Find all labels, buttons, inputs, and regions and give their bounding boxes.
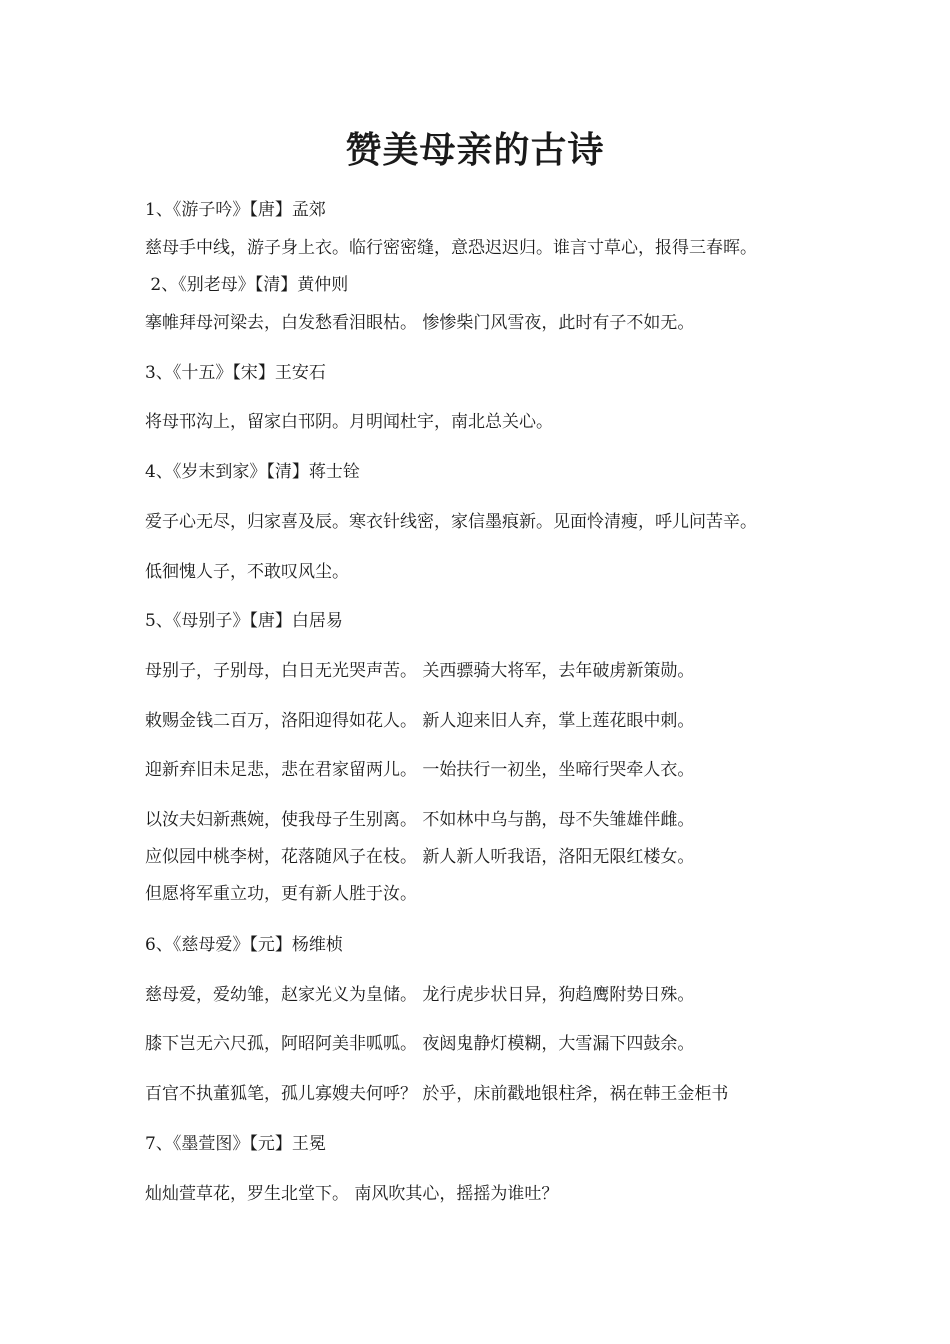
poem-6-line-2: 膝下岂无六尺孤，阿昭阿美非呱呱。 夜闼鬼静灯模糊，大雪漏下四鼓余。: [145, 1034, 695, 1054]
poem-5-line-1: 母别子，子别母，白日无光哭声苦。 关西骠骑大将军，去年破虏新策勋。: [145, 661, 695, 681]
poem-heading-6: 6、《慈母爱》【元】杨维桢: [145, 935, 343, 955]
poem-2-line-1: 搴帷拜母河梁去，白发愁看泪眼枯。 惨惨柴门风雪夜，此时有子不如无。: [145, 313, 695, 333]
poem-5-line-5: 应似园中桃李树，花落随风子在枝。 新人新人听我语，洛阳无限红楼女。: [145, 847, 695, 867]
poem-heading-2: 2、《别老母》【清】黄仲则: [145, 275, 349, 295]
poem-5-line-4: 以汝夫妇新燕婉，使我母子生别离。 不如林中乌与鹊，母不失雏雄伴雌。: [145, 810, 695, 830]
poem-5-line-6: 但愿将军重立功，更有新人胜于汝。: [145, 884, 417, 904]
poem-heading-1: 1、《游子吟》【唐】孟郊: [145, 200, 326, 220]
poem-5-line-2: 敕赐金钱二百万，洛阳迎得如花人。 新人迎来旧人弃，掌上莲花眼中刺。: [145, 711, 695, 731]
poem-heading-3: 3、《十五》【宋】王安石: [145, 363, 326, 383]
poem-heading-5: 5、《母别子》【唐】白居易: [145, 611, 343, 631]
poem-heading-4: 4、《岁末到家》【清】蒋士铨: [145, 462, 360, 482]
page-title: 赞美母亲的古诗: [345, 130, 605, 171]
poem-heading-7: 7、《墨萱图》【元】王冕: [145, 1134, 326, 1154]
poem-1-line-1: 慈母手中线，游子身上衣。临行密密缝，意恐迟迟归。谁言寸草心，报得三春晖。: [145, 238, 757, 258]
poem-4-line-2: 低徊愧人子，不敢叹风尘。: [145, 562, 349, 582]
poem-7-line-1: 灿灿萱草花，罗生北堂下。 南风吹其心，摇摇为谁吐？: [145, 1184, 559, 1204]
poem-3-line-1: 将母邗沟上，留家白邗阴。月明闻杜宇，南北总关心。: [145, 412, 553, 432]
poem-6-line-3: 百官不执董狐笔，孤儿寡嫂夫何呼？ 於乎，床前戳地银柱斧，祸在韩王金柜书: [145, 1084, 729, 1104]
poem-5-line-3: 迎新弃旧未足悲，悲在君家留两儿。 一始扶行一初坐，坐啼行哭牵人衣。: [145, 760, 695, 780]
poem-4-line-1: 爱子心无尽，归家喜及辰。寒衣针线密，家信墨痕新。见面怜清瘦，呼儿问苦辛。: [145, 512, 757, 532]
poem-6-line-1: 慈母爱，爱幼雏，赵家光义为皇储。 龙行虎步状日异，狗趋鹰附势日殊。: [145, 985, 695, 1005]
